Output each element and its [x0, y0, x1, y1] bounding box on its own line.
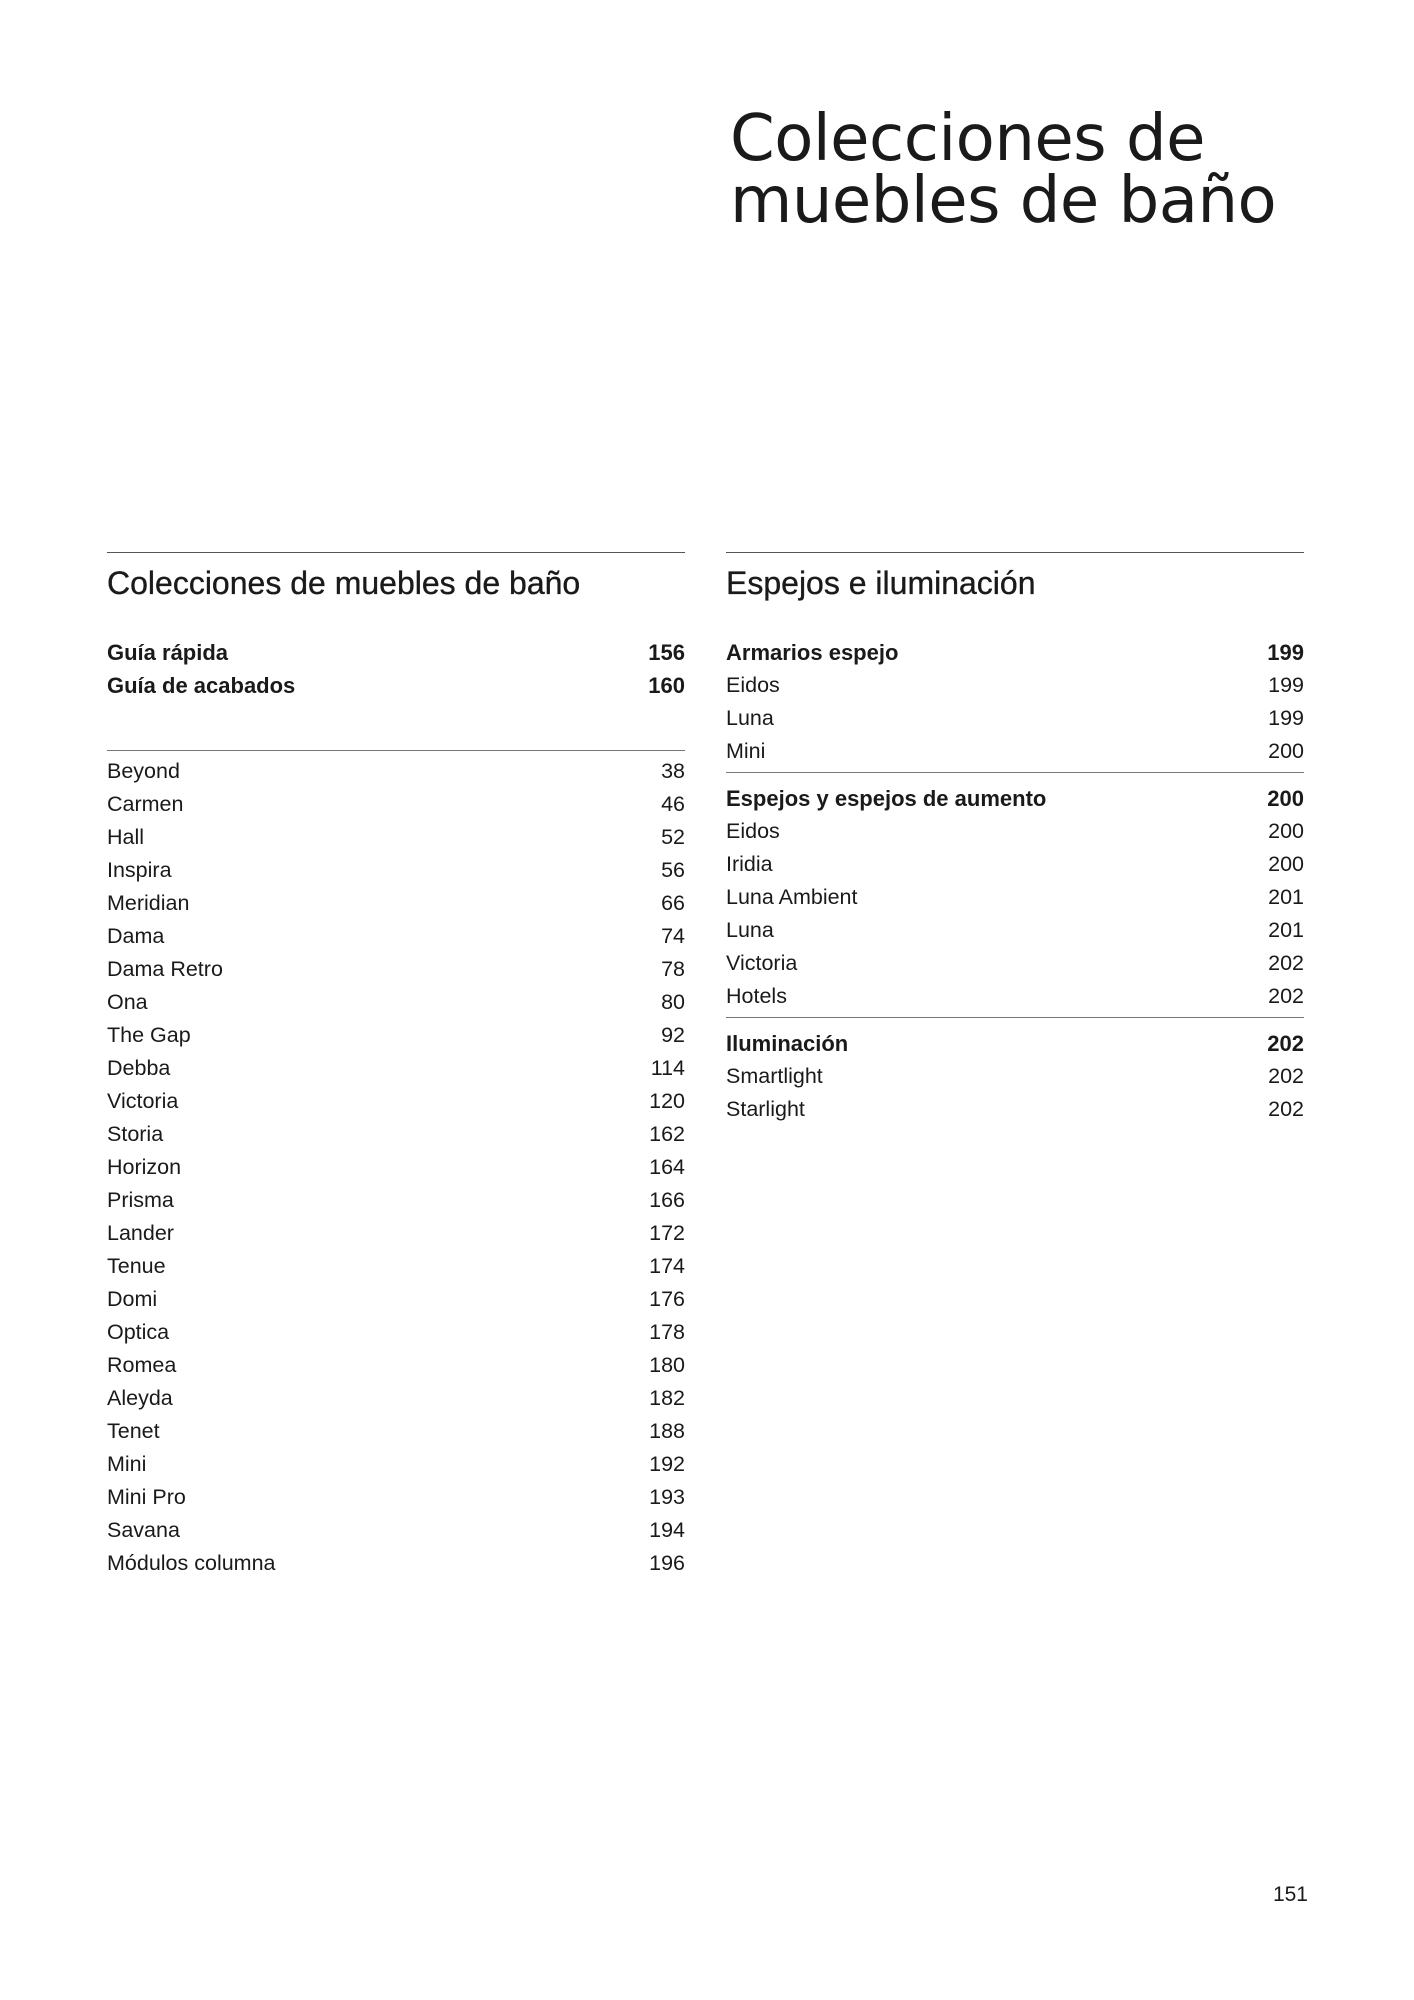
entry-label: Starlight — [726, 1097, 805, 1121]
mirrors-lighting-heading: Espejos e iluminación — [726, 565, 1036, 601]
index-entry[interactable] — [726, 848, 1304, 881]
entry-label: Mini — [726, 739, 766, 763]
entry-label: The Gap — [107, 1023, 191, 1047]
index-entry[interactable] — [107, 1085, 685, 1118]
entry-label: Iridia — [726, 852, 773, 876]
entry-label: Eidos — [726, 819, 780, 843]
index-entry[interactable] — [107, 1052, 685, 1085]
index-entry-quick-guide[interactable] — [107, 636, 685, 669]
index-entry[interactable] — [107, 887, 685, 920]
entry-page-number: 202 — [1267, 1031, 1304, 1056]
entry-page-number: 200 — [1268, 819, 1304, 843]
entry-page-number: 194 — [649, 1518, 685, 1542]
entry-label: Luna Ambient — [726, 885, 858, 909]
entry-page-number: 202 — [1268, 951, 1304, 975]
index-entry[interactable] — [726, 669, 1304, 702]
entry-page-number: 176 — [649, 1287, 685, 1311]
index-entry[interactable] — [107, 1514, 685, 1547]
index-entry[interactable] — [107, 1547, 685, 1580]
index-entry[interactable] — [107, 788, 685, 821]
index-entry[interactable] — [726, 1060, 1304, 1093]
entry-page-number: 200 — [1267, 786, 1304, 811]
entry-label: Meridian — [107, 891, 190, 915]
index-entry[interactable] — [107, 755, 685, 788]
index-entry[interactable] — [107, 920, 685, 953]
entry-page-number: 162 — [649, 1122, 685, 1146]
entry-page-number: 166 — [649, 1188, 685, 1212]
entry-label: Domi — [107, 1287, 158, 1311]
entry-label: Debba — [107, 1056, 171, 1080]
entry-label: Horizon — [107, 1155, 182, 1179]
section-title-entry[interactable] — [726, 782, 1304, 815]
index-entry-finishes-guide[interactable] — [107, 669, 685, 702]
quick-guides-list — [107, 636, 685, 702]
index-entry[interactable] — [107, 1481, 685, 1514]
entry-label: Victoria — [726, 951, 798, 975]
entry-page-number: 202 — [1268, 984, 1304, 1008]
section-title-entry[interactable] — [726, 1027, 1304, 1060]
entry-label: Iluminación — [726, 1031, 849, 1056]
entry-label: Tenue — [107, 1254, 166, 1278]
entry-page-number: 56 — [661, 858, 685, 882]
entry-page-number: 156 — [648, 640, 685, 665]
entry-page-number: 202 — [1268, 1097, 1304, 1121]
entry-label: Luna — [726, 918, 774, 942]
page-number: 151 — [1272, 1883, 1308, 1906]
furniture-collections-index — [107, 552, 685, 1580]
furniture-collections-heading: Colecciones de muebles de baño — [107, 565, 581, 601]
entry-page-number: 199 — [1267, 640, 1304, 665]
index-entry[interactable] — [107, 821, 685, 854]
entry-label: Luna — [726, 706, 774, 730]
index-entry[interactable] — [107, 1283, 685, 1316]
entry-label: Guía de acabados — [107, 673, 296, 698]
entry-label: Victoria — [107, 1089, 179, 1113]
entry-label: Romea — [107, 1353, 177, 1377]
entry-label: Ona — [107, 990, 148, 1014]
entry-label: Smartlight — [726, 1064, 823, 1088]
entry-label: Módulos columna — [107, 1551, 276, 1575]
entry-page-number: 46 — [661, 792, 685, 816]
entry-page-number: 199 — [1268, 673, 1304, 697]
page-title-line-1: Colecciones de — [730, 102, 1205, 176]
entry-page-number: 174 — [649, 1254, 685, 1278]
entry-page-number: 192 — [649, 1452, 685, 1476]
index-entry[interactable] — [726, 881, 1304, 914]
entry-label: Inspira — [107, 858, 172, 882]
entry-label: Mini — [107, 1452, 147, 1476]
section-mirror-cabinets — [726, 636, 1304, 768]
mirrors-lighting-index — [726, 552, 1304, 1126]
index-entry[interactable] — [107, 1250, 685, 1283]
entry-page-number: 38 — [661, 759, 685, 783]
collections-list — [107, 750, 685, 1580]
index-entry[interactable] — [107, 1151, 685, 1184]
entry-label: Optica — [107, 1320, 170, 1344]
entry-page-number: 193 — [649, 1485, 685, 1509]
entry-page-number: 74 — [661, 924, 685, 948]
entry-page-number: 160 — [648, 673, 685, 698]
index-entry[interactable] — [107, 1448, 685, 1481]
entry-page-number: 164 — [649, 1155, 685, 1179]
entry-page-number: 114 — [650, 1056, 685, 1080]
entry-page-number: 172 — [649, 1221, 685, 1245]
entry-label: Lander — [107, 1221, 174, 1245]
entry-label: Eidos — [726, 673, 780, 697]
index-entry[interactable] — [107, 1217, 685, 1250]
entry-label: Prisma — [107, 1188, 174, 1212]
entry-page-number: 200 — [1268, 739, 1304, 763]
index-entry[interactable] — [726, 1093, 1304, 1126]
index-entry[interactable] — [107, 1382, 685, 1415]
section-lighting — [726, 1017, 1304, 1126]
entry-label: Espejos y espejos de aumento — [726, 786, 1047, 811]
index-entry[interactable] — [107, 1184, 685, 1217]
index-entry[interactable] — [107, 1415, 685, 1448]
index-entry[interactable] — [107, 1349, 685, 1382]
entry-label: Mini Pro — [107, 1485, 186, 1509]
entry-page-number: 182 — [649, 1386, 685, 1410]
entry-page-number: 196 — [649, 1551, 685, 1575]
entry-page-number: 199 — [1268, 706, 1304, 730]
entry-page-number: 78 — [661, 957, 685, 981]
index-entry[interactable] — [107, 1019, 685, 1052]
entry-label: Hall — [107, 825, 145, 849]
entry-label: Aleyda — [107, 1386, 173, 1410]
entry-label: Storia — [107, 1122, 164, 1146]
index-entry[interactable] — [726, 980, 1304, 1013]
entry-page-number: 180 — [649, 1353, 685, 1377]
entry-page-number: 188 — [649, 1419, 685, 1443]
entry-page-number: 200 — [1268, 852, 1304, 876]
mirrors-lighting-list — [726, 636, 1304, 1126]
index-entry[interactable] — [726, 735, 1304, 768]
entry-page-number: 178 — [649, 1320, 685, 1344]
entry-label: Carmen — [107, 792, 184, 816]
index-entry[interactable] — [726, 947, 1304, 980]
index-entry[interactable] — [726, 702, 1304, 735]
entry-label: Hotels — [726, 984, 787, 1008]
entry-page-number: 66 — [661, 891, 685, 915]
index-entry[interactable] — [726, 815, 1304, 848]
entry-page-number: 201 — [1268, 918, 1304, 942]
index-entry[interactable] — [107, 1118, 685, 1151]
entry-page-number: 201 — [1268, 885, 1304, 909]
entry-page-number: 202 — [1268, 1064, 1304, 1088]
index-entry[interactable] — [107, 854, 685, 887]
entry-label: Tenet — [107, 1419, 160, 1443]
entry-label: Dama Retro — [107, 957, 223, 981]
page-title-line-2: muebles de baño — [730, 164, 1277, 238]
entry-label: Dama — [107, 924, 165, 948]
page-title — [730, 102, 1350, 238]
entry-page-number: 52 — [661, 825, 685, 849]
index-entry[interactable] — [107, 986, 685, 1019]
entry-label: Guía rápida — [107, 640, 229, 665]
section-title-entry[interactable] — [726, 636, 1304, 669]
entry-page-number: 80 — [661, 990, 685, 1014]
section-mirrors — [726, 772, 1304, 1013]
entry-page-number: 120 — [649, 1089, 685, 1113]
entry-page-number: 92 — [661, 1023, 685, 1047]
index-entry[interactable] — [107, 953, 685, 986]
index-entry[interactable] — [107, 1316, 685, 1349]
entry-label: Savana — [107, 1518, 180, 1542]
entry-label: Beyond — [107, 759, 180, 783]
index-entry[interactable] — [726, 914, 1304, 947]
entry-label: Armarios espejo — [726, 640, 899, 665]
